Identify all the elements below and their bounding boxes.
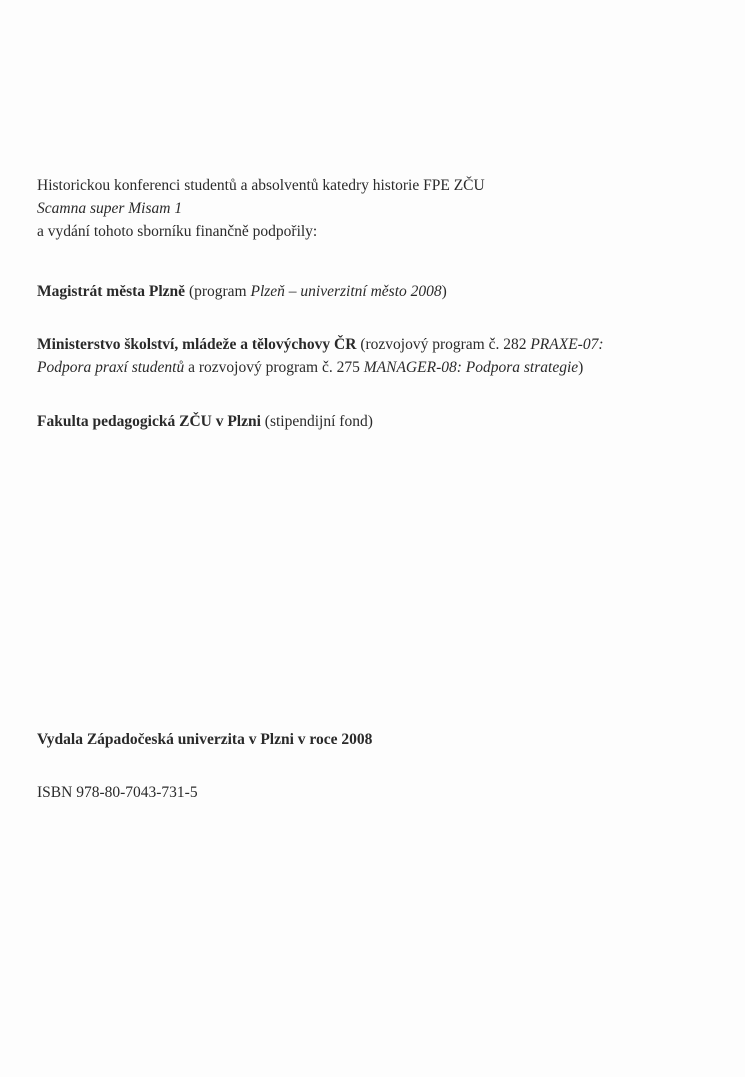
sponsor-detail-prefix: (program	[185, 283, 251, 300]
intro-paragraph	[37, 174, 727, 243]
sponsor-ministerstvo	[37, 333, 727, 379]
sponsor-name: Ministerstvo školství, mládeže a tělovýchovy ČR	[37, 336, 357, 353]
intro-line-3: a vydání tohoto sborníku finančně podpořily:	[37, 223, 318, 240]
sponsor-magistrat	[37, 280, 727, 303]
sponsor-detail-program: Plzeň – univerzitní město 2008	[250, 283, 442, 300]
conference-title: Scamna super Misam 1	[37, 200, 183, 217]
publisher-line	[37, 728, 727, 751]
sponsor-program-1-title: Podpora praxí studentů	[37, 359, 185, 376]
sponsor-detail-suffix: )	[578, 359, 584, 376]
isbn-line	[37, 781, 727, 804]
sponsor-name: Fakulta pedagogická ZČU v Plzni	[37, 413, 261, 430]
sponsor-detail-prefix: (rozvojový program č. 282	[356, 336, 531, 353]
publisher-text: Vydala Západočeská univerzita v Plzni v roce 2008	[37, 731, 373, 748]
isbn-text: ISBN 978-80-7043-731-5	[37, 784, 198, 801]
sponsor-detail: (stipendijní fond)	[260, 413, 373, 430]
intro-line-1: Historickou konferenci studentů a absolventů katedry historie FPE ZČU	[37, 177, 485, 194]
sponsor-detail-mid: a rozvojový program č. 275	[184, 359, 364, 376]
sponsor-program-2-title: MANAGER-08: Podpora strategie	[363, 359, 579, 376]
sponsor-detail-suffix: )	[441, 283, 447, 300]
sponsor-name: Magistrát města Plzně	[37, 283, 186, 300]
sponsor-detail-program: PRAXE-07:	[530, 336, 604, 353]
sponsor-fakulta	[37, 410, 727, 433]
